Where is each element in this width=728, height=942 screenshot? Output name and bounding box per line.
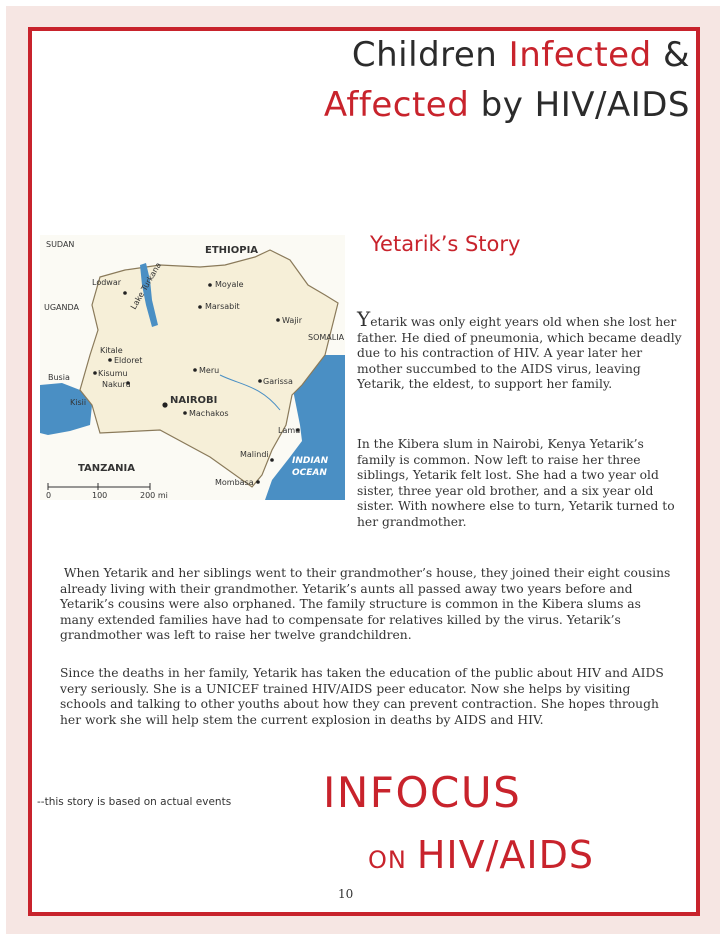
city-dot-nairobi (162, 402, 167, 407)
infocus-hivaids: HIV/AIDS (416, 833, 595, 877)
map-city-mombasa: Mombasa (215, 478, 254, 487)
infocus-logo-line-1: INFOCUS (323, 768, 522, 817)
map-label-somalia: SOMALIA (308, 333, 345, 342)
map-scale-0: 0 (46, 491, 52, 500)
map-city-lodwar: Lodwar (92, 278, 122, 287)
map-label-uganda: UGANDA (44, 303, 80, 312)
map-city-marsabit: Marsabit (205, 302, 240, 311)
city-dot-kisumu (93, 371, 97, 375)
map-scale-100: 100 (92, 491, 108, 500)
city-dot-eldoret (108, 358, 112, 362)
map-city-garissa: Garissa (263, 377, 293, 386)
map-city-meru: Meru (199, 366, 220, 375)
infocus-on: ON (368, 846, 407, 874)
story-dropcap: Y (357, 307, 371, 331)
map-label-nairobi: NAIROBI (170, 395, 218, 406)
city-dot-meru (193, 368, 197, 372)
infocus-logo-line-2 (368, 833, 594, 877)
map-city-machakos: Machakos (189, 409, 229, 418)
map-city-nakuru: Nakuru (102, 380, 131, 389)
city-dot-garissa (258, 379, 262, 383)
map-label-ethiopia: ETHIOPIA (205, 245, 259, 256)
map-city-kisumu: Kisumu (98, 369, 128, 378)
title-line-1 (170, 30, 690, 80)
page-number: 10 (338, 887, 354, 901)
map-label-ocean-2: OCEAN (292, 468, 327, 478)
title-word-children: Children (351, 35, 498, 75)
title-word-hivaids: by HIV/AIDS (480, 85, 690, 125)
city-dot-wajir (276, 318, 280, 322)
city-dot-mombasa (256, 480, 260, 484)
story-paragraph-1-text: etarik was only eight years old when she lost her father. He died of pneumonia, which became deadly due to his contraction of HIV. A year later her mother succumbed to the AIDS virus, leaving Yetarik, the eldest, to support her family. (357, 315, 682, 392)
story-heading: Yetarik’s Story (370, 232, 521, 256)
title-line-2 (170, 80, 690, 130)
map-city-kitale: Kitale (100, 346, 123, 355)
map-label-sudan: SUDAN (46, 240, 75, 249)
story-paragraph-1 (357, 307, 682, 393)
map-scale-200: 200 mi (140, 491, 168, 500)
city-dot-machakos (183, 411, 187, 415)
map-city-wajir: Wajir (282, 316, 303, 325)
story-paragraph-2: In the Kibera slum in Nairobi, Kenya Yetarik’s family is common. Now left to raise her three siblings, Yetarik felt lost. She had a two year old sister, three year old brother, and a six year old sister. With nowhere else to turn, Yetarik turned to her grandmother. (357, 437, 675, 529)
map-label-lake-turkana: Lake Turkana (128, 260, 164, 311)
city-dot-marsabit (198, 305, 202, 309)
title-word-infected: Infected (508, 35, 652, 75)
page-title (170, 30, 690, 130)
city-dot-lodwar (123, 291, 127, 295)
map-city-busia: Busia (48, 373, 70, 382)
title-ampersand: & (662, 35, 690, 75)
city-dot-malindi (270, 458, 274, 462)
story-paragraph-4: Since the deaths in her family, Yetarik has taken the education of the public about HIV and AIDS very seriously. She is a UNICEF trained HIV/AIDS peer educator. Now she helps by visiting schools and talking to other youths about how they can prevent contraction. She hopes through her work she will help stem the current explosion in deaths by AIDS and HIV. (60, 666, 664, 727)
map-city-malindi: Malindi (240, 450, 269, 459)
story-paragraph-3: When Yetarik and her siblings went to their grandmother’s house, they joined their eight cousins already living with their grandmother. Yetarik’s aunts all passed away two years before and Yetarik’s cousins were also orphaned. The family structure is common in the Kibera slums as many extended families have had to compensate for relatives killed by the virus. Yetarik’s grandmother was left to raise her twelve grandchildren. (60, 566, 675, 643)
map-city-eldoret: Eldoret (114, 356, 143, 365)
title-word-affected: Affected (323, 85, 470, 125)
kenya-map (40, 235, 345, 500)
map-label-ocean-1: INDIAN (292, 456, 329, 466)
map-city-kisii: Kisii (70, 398, 87, 407)
city-dot-moyale (208, 283, 212, 287)
map-label-tanzania: TANZANIA (78, 463, 135, 474)
footnote: --this story is based on actual events (37, 796, 232, 808)
map-city-moyale: Moyale (215, 280, 244, 289)
map-city-lamu: Lamu (278, 426, 301, 435)
